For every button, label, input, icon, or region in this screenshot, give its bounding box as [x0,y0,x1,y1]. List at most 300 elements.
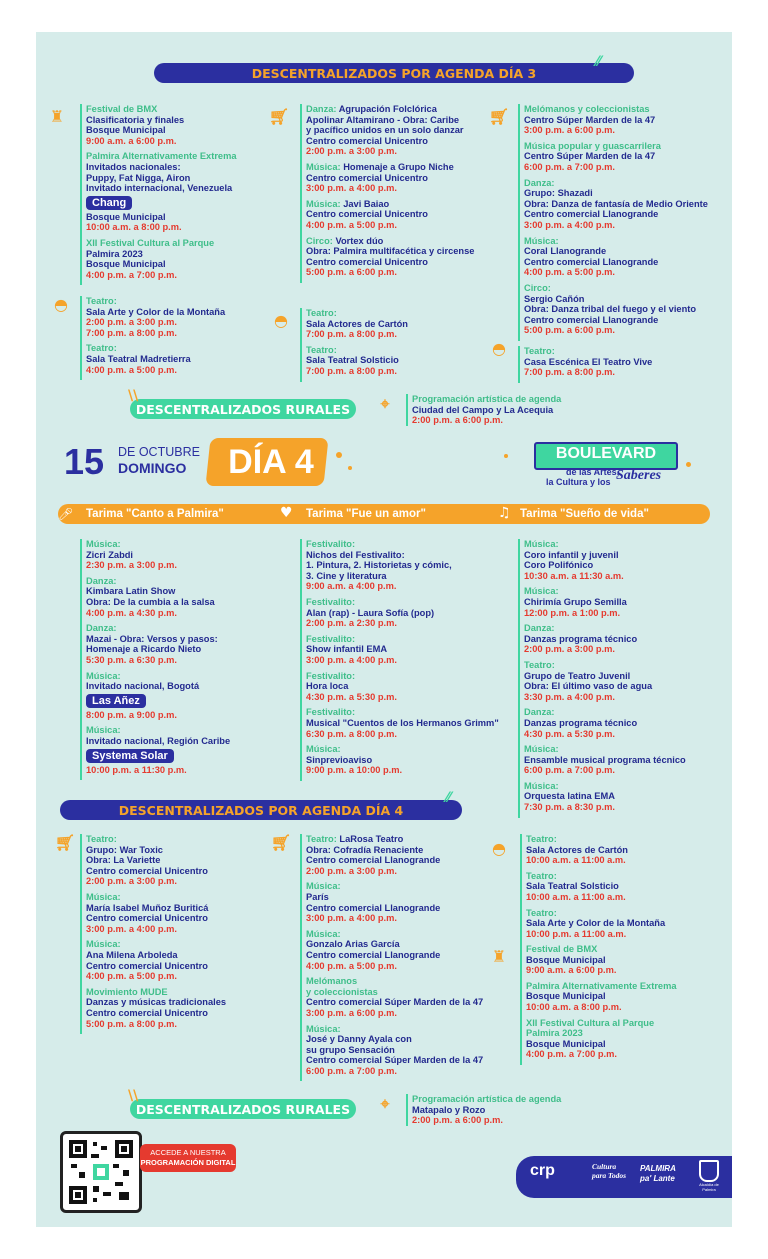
item-label: Danza: [524,177,555,188]
item-time: 4:00 p.m. a 5:00 p.m. [524,267,615,278]
item-time: 5:00 p.m. a 8:00 p.m. [86,1018,177,1029]
day4-col3 [520,834,732,944]
bike-icon: ♜ [491,946,507,966]
day4-col2 [300,834,511,1081]
schedule-item [306,539,506,592]
sparkle-icon: \\ [128,388,139,404]
item-text: Coral Llanogrande [524,246,607,257]
item-label: Música: [86,891,121,902]
item-time: 3:00 p.m. a 6:00 p.m. [306,1007,397,1018]
qr-pattern [63,1134,139,1210]
schedule-item [526,871,732,903]
item-label: Teatro: [524,346,555,356]
item-label: Música: [524,539,559,549]
poster [36,32,732,1227]
schedule-item [86,576,276,618]
item-time: 2:00 p.m. a 3:00 p.m. [306,146,397,157]
boulevard-sub1: de las Artes, [566,467,620,477]
schedule-item [86,104,271,146]
item-text: Kimbara Latin Show [86,586,176,597]
schedule-item [86,296,271,338]
item-text: Centro comercial Llanogrande [524,256,659,267]
item-text: Invitado nacional, Bogotá [86,681,200,692]
date-month: DE OCTUBRE [118,445,200,459]
decor-dot [336,452,342,458]
item-label: Música: [86,725,121,736]
item-text: Centro comercial Unicentro [306,209,428,220]
item-label: Palmira Alternativamente Extrema [86,151,237,162]
schedule-item [86,834,276,887]
day4-rural-info [406,1094,632,1126]
schedule-item [86,892,276,934]
item-text: Centro comercial Unicentro [306,135,428,146]
schedule-item [86,151,271,233]
day3-col1b [80,296,271,380]
item-label: Palmira Alternativamente Extrema [526,980,677,991]
decor-dot [686,462,691,467]
cart-icon: 🛒︎ [488,106,510,126]
day3-col2b [300,308,506,382]
date-weekday: DOMINGO [118,460,187,476]
day4-rural-pill: DESCENTRALIZADOS RURALES [130,1099,356,1119]
schedule-item [86,671,276,721]
item-text: Sala Actores de Cartón [306,318,408,329]
item-text: Bosque Municipal [526,1038,606,1049]
item-text: Coro Polifónico [524,560,594,571]
map-pin-icon: ⌖ [380,394,390,413]
schedule-item [306,881,511,923]
heart-icon: ♥ [280,505,293,521]
item-time: 9:00 a.m. a 6:00 p.m. [86,135,177,146]
item-text: Danzas programa técnico [524,717,638,728]
item-time: 4:30 p.m. a 5:30 p.m. [306,691,397,702]
item-text: Obra: Palmira multifacética y circense [306,246,475,257]
tarima2-col [300,539,506,781]
cart-icon: 🛒︎ [268,106,290,126]
item-text: Grupo: Shazadi [524,188,593,199]
schedule-item [306,162,506,194]
item-text: Coro infantil y juvenil [524,549,619,560]
item-text: Zicri Zabdi [86,549,134,560]
item-label: Música: [306,1023,341,1034]
schedule-item [524,283,732,336]
item-time: 2:00 p.m. a 3:00 p.m. [306,865,397,876]
mask-icon: ◓ [492,838,506,858]
item-text: Sinprevioaviso [306,754,373,765]
item-label: Movimiento MUDE [86,986,168,997]
item-label: Música popular y guascarrilera [524,140,661,151]
schedule-item [306,236,506,278]
day4-col1 [80,834,276,1034]
map-pin-icon: ⌖ [380,1094,390,1113]
artist-tag: Chang [86,196,132,210]
cart-icon: 🛒︎ [54,832,76,852]
item-label: Música: [524,235,559,246]
qr-code[interactable] [60,1131,142,1213]
tarimas-bar [58,504,710,524]
bike-icon: ♜ [49,106,65,126]
item-label: Teatro: [86,296,117,306]
item-text: Centro comercial Unicentro [306,172,428,183]
item-time: 10:00 a.m. a 8:00 p.m. [86,222,182,233]
item-time: 2:30 p.m. a 3:00 p.m. [86,560,177,571]
schedule-item [86,623,276,665]
item-text: Centro comercial Llanogrande [306,855,441,866]
item-text: Apolinar Altamirano - Obra: Caribe [306,114,460,125]
item-label: Música: [524,780,559,791]
schedule-item [306,744,506,776]
boulevard-sub3: Saberes [616,468,662,483]
item-text: Homenaje a Ricardo Nieto [86,644,202,655]
item-time: 3:00 p.m. a 4:00 p.m. [86,923,177,934]
item-label: Teatro: [86,834,117,844]
microphone-icon: 🎤︎ [58,507,74,521]
item-text: Grupo de Teatro Juvenil [524,670,631,681]
rural-place: Ciudad del Campo y La Acequia [412,404,554,415]
item-text: Obra: La Variette [86,855,161,866]
item-text: Bosque Municipal [86,125,166,136]
schedule-item [524,178,732,231]
item-time: 3:00 p.m. a 4:00 p.m. [524,219,615,230]
item-text: Centro comercial Llanogrande [524,209,659,220]
item-label: Música: [524,586,559,597]
sparkle-icon: \\ [128,1088,139,1104]
schedule-item [86,939,276,981]
item-time: 3:00 p.m. a 4:00 p.m. [306,913,397,924]
cta-line2: PROGRAMACIÓN DIGITAL [140,1158,236,1167]
tarima-3: Tarima "Sueño de vida" [520,508,649,520]
item-text: Centro comercial Unicentro [86,865,208,876]
item-time: 10:00 a.m. a 11:00 a.m. [526,891,626,902]
schedule-item [524,104,732,136]
schedule-item [86,238,271,280]
schedule-item [306,597,506,629]
day3-col1 [80,104,271,285]
item-text: 1. Pintura, 2. Historietas y cómic, [306,560,452,571]
schedule-item [306,345,506,377]
item-text: Clasificatoria y finales [86,114,185,125]
item-label: Festivalito: [306,670,356,681]
item-label: Circo: [524,282,551,293]
schedule-item [306,634,506,666]
schedule-item [86,725,276,775]
item-text: Gonzalo Arias García [306,939,400,950]
day4-header: DESCENTRALIZADOS POR AGENDA DÍA 4 [60,800,462,820]
schedule-item [306,707,506,739]
item-label: Música: [86,670,121,681]
item-time: 7:30 p.m. a 8:30 p.m. [524,802,615,813]
item-text: Bosque Municipal [526,991,606,1002]
item-label: Teatro: [86,343,117,354]
item-text: Palmira 2023 [86,248,143,259]
item-label: Danza: [86,623,117,634]
alcaldia-text: Alcaldía de Palmira [699,1182,719,1192]
tarima-1: Tarima "Canto a Palmira" [86,508,224,520]
item-text: Invitado internacional, Venezuela [86,183,233,194]
item-time: 9:00 p.m. a 10:00 p.m. [306,765,403,776]
item-text: Obra: Danza de fantasía de Medio Oriente [524,198,708,209]
item-label: Música: [86,939,121,950]
item-text: Nichos del Festivalito: [306,549,405,560]
item-time: 7:00 p.m. a 8:00 p.m. [306,365,397,376]
schedule-item [524,539,732,581]
schedule-item [306,199,506,231]
item-label: XII Festival Cultura al Parque [526,1017,655,1028]
item-label: Festival de BMX [526,944,598,954]
item-time: 3:30 p.m. a 4:00 p.m. [524,691,615,702]
mask-icon: ◓ [274,310,288,330]
boulevard-sub2: la Cultura y los [546,477,611,487]
item-label: Música: [86,539,121,549]
item-label: Música: [306,928,341,939]
item-label: Danza: [524,707,555,718]
item-text: Puppy, Fat Nigga, Airon [86,172,191,183]
item-text: Obra: Cofradía Renaciente [306,844,424,855]
schedule-item [524,660,732,702]
item-time: 6:30 p.m. a 8:00 p.m. [306,728,397,739]
item-time: 4:00 p.m. a 5:00 p.m. [86,971,177,982]
item-text: Ensamble musical programa técnico [524,754,686,765]
cultura-logo: Cultura para Todos [592,1162,627,1180]
shield-icon [699,1160,719,1182]
item-time: 6:00 p.m. a 7:00 p.m. [524,161,615,172]
item-text: Casa Escénica El Teatro Vive [524,356,653,367]
item-text: María Isabel Muñoz Buriticá [86,902,209,913]
item-label: y coleccionistas [306,986,378,997]
schedule-item [524,744,732,776]
schedule-item [306,671,506,703]
item-label: Festivalito: [306,633,356,644]
item-time: 4:00 p.m. a 5:00 p.m. [306,219,397,230]
item-label: Melómanos y coleccionistas [524,104,650,114]
item-label: Danza: Agrupación Folclórica [306,104,437,114]
item-time: 8:00 p.m. a 9:00 p.m. [86,709,177,720]
tarima3-col [518,539,732,818]
item-text: Obra: De la cumbia a la salsa [86,596,215,607]
item-text: Bosque Municipal [86,211,166,222]
decor-dot [348,466,352,470]
schedule-item [306,929,511,971]
item-text: Sala Teatral Solsticio [526,881,619,892]
item-label: Festivalito: [306,539,356,549]
item-time: 4:30 p.m. a 5:30 p.m. [524,728,615,739]
item-text: Invitado nacional, Región Caribe [86,735,231,746]
item-text: Centro comercial Unicentro [86,913,208,924]
schedule-item [306,104,506,157]
item-label: Palmira 2023 [526,1028,583,1039]
day3-col3 [518,104,732,341]
cart-icon: 🛒︎ [270,832,292,852]
item-time: 3:00 p.m. a 4:00 p.m. [306,654,397,665]
item-text: Invitados nacionales: [86,161,181,172]
item-time: 4:00 p.m. a 5:00 p.m. [306,960,397,971]
item-text: Musical "Cuentos de los Hermanos Grimm" [306,717,499,728]
item-time: 7:00 p.m. a 8:00 p.m. [306,329,397,340]
day3-col2 [300,104,506,283]
rural-label: Programación artística de agenda [412,394,562,404]
crp-logo: crp [530,1162,555,1179]
item-label: Festivalito: [306,596,356,607]
item-text: Show infantil EMA [306,644,388,655]
item-text: Obra: Danza tribal del fuego y el viento [524,304,697,315]
schedule-item [306,1024,511,1077]
schedule-item [306,834,511,876]
schedule-item [524,623,732,655]
item-time: 2:00 p.m. a 3:00 p.m. [86,876,177,887]
item-time: 10:00 p.m. a 11:00 a.m. [526,928,627,939]
schedule-item [524,781,732,813]
item-text: Orquesta latina EMA [524,791,615,802]
item-text: Centro Súper Marden de la 47 [524,114,656,125]
item-label: Música: [306,881,341,892]
item-label: Teatro: LaRosa Teatro [306,834,404,844]
item-time: 5:30 p.m. a 6:30 p.m. [86,654,177,665]
item-label: Teatro: [526,834,557,844]
item-time: 4:00 p.m. a 7:00 p.m. [86,269,177,280]
item-text: Obra: El último vaso de agua [524,681,653,692]
day3-rural-info [406,394,632,426]
schedule-item [524,236,732,278]
schedule-item [86,539,276,571]
schedule-item [524,707,732,739]
item-time: 2:00 p.m. a 3:00 p.m. [524,644,615,655]
item-text: Sala Teatral Solsticio [306,355,399,366]
item-label: Teatro: [306,344,337,355]
music-note-icon: ♫ [498,505,511,521]
item-time: 7:00 p.m. a 8:00 p.m. [86,327,177,338]
item-label: Danza: [524,623,555,634]
item-label: Danza: [86,575,117,586]
item-text: Sala Teatral Madretierra [86,353,191,364]
cta-badge[interactable] [140,1144,236,1172]
item-text: Chirimía Grupo Semilla [524,596,627,607]
item-text: Alan (rap) - Laura Sofía (pop) [306,607,435,618]
rural-time: 2:00 p.m. a 6:00 p.m. [412,1115,503,1126]
day3-col3b [518,346,732,383]
item-text: Centro comercial Unicentro [306,256,428,267]
schedule-item [526,908,732,940]
item-label: Teatro: [526,907,557,918]
sparkle-icon: ⁄⁄ [446,790,451,806]
item-time: 2:00 p.m. a 3:00 p.m. [86,317,177,328]
item-time: 2:00 p.m. a 2:30 p.m. [306,618,397,629]
item-text: Mazai - Obra: Versos y pasos: [86,633,218,644]
item-text: Centro comercial Llanogrande [306,949,441,960]
item-text: Centro Súper Marden de la 47 [524,151,656,162]
item-label: Circo: Vortex dúo [306,235,384,246]
item-text: José y Danny Ayala con [306,1034,412,1045]
item-label: Música: [524,744,559,755]
item-time: 9:00 a.m. a 6:00 p.m. [526,965,617,976]
item-label: Música: Homenaje a Grupo Niche [306,161,454,172]
schedule-item [524,346,732,378]
tarima1-col [80,539,276,780]
cta-line1: ACCEDE A NUESTRA [150,1148,226,1157]
day4-col3b [520,944,732,1065]
date-number: 15 [64,441,105,482]
decor-dot [504,454,508,458]
artist-tag: Las Añez [86,694,146,708]
alcaldia-logo [696,1160,722,1194]
item-text: Centro comercial Súper Marden de la 47 [306,997,484,1008]
mask-icon: ◓ [54,294,68,314]
dia-label: DÍA 4 [228,443,314,481]
rural-label: Programación artística de agenda [412,1094,562,1104]
item-time: 3:00 p.m. a 4:00 p.m. [306,183,397,194]
item-time: 10:00 a.m. a 8:00 p.m. [526,1001,622,1012]
item-time: 7:00 p.m. a 8:00 p.m. [524,367,615,378]
item-label: Teatro: [526,870,557,881]
item-text: 3. Cine y literatura [306,570,387,581]
item-text: Centro comercial Llanogrande [524,314,659,325]
item-label: Música: Javi Baiao [306,198,390,209]
item-time: 6:00 p.m. a 7:00 p.m. [524,765,615,776]
mask-icon: ◓ [492,338,506,358]
item-label: Teatro: [306,308,337,318]
item-text: Centro comercial Llanogrande [306,902,441,913]
item-text: Bosque Municipal [526,954,606,965]
item-label: Teatro: [524,659,555,670]
rural-time: 2:00 p.m. a 6:00 p.m. [412,415,503,426]
item-label: XII Festival Cultura al Parque [86,237,215,248]
schedule-item [526,981,732,1013]
day3-rural-pill: DESCENTRALIZADOS RURALES [130,399,356,419]
item-text: Sala Arte y Color de la Montaña [526,918,666,929]
item-text: Sala Arte y Color de la Montaña [86,306,226,317]
item-time: 5:00 p.m. a 6:00 p.m. [524,325,615,336]
artist-tag: Systema Solar [86,749,174,763]
item-time: 12:00 p.m. a 1:00 p.m. [524,607,621,618]
schedule-item [524,586,732,618]
item-text: Sala Actores de Cartón [526,844,628,855]
item-label: Festivalito: [306,707,356,718]
item-time: 4:00 p.m. a 7:00 p.m. [526,1049,617,1060]
item-text: Danzas y músicas tradicionales [86,997,227,1008]
item-text: París [306,891,329,902]
item-text: y pacífico unidos en un solo danzar [306,125,464,136]
schedule-item [526,944,732,976]
schedule-item [86,987,276,1029]
item-label: Música: [306,744,341,755]
item-text: Bosque Municipal [86,259,166,270]
tarima-2: Tarima "Fue un amor" [306,508,426,520]
item-time: 10:00 a.m. a 11:00 a.m. [526,855,626,866]
schedule-item [526,834,732,866]
item-text: Centro comercial Unicentro [86,960,208,971]
rural-place: Matapalo y Rozo [412,1104,486,1115]
schedule-item [524,141,732,173]
item-text: su grupo Sensación [306,1044,395,1055]
item-text: Sergio Cañón [524,293,585,304]
day3-header: DESCENTRALIZADOS POR AGENDA DÍA 3 [154,63,634,83]
schedule-item [526,1018,732,1060]
item-time: 6:00 p.m. a 7:00 p.m. [306,1065,397,1076]
item-time: 4:00 p.m. a 5:00 p.m. [86,364,177,375]
schedule-item [86,343,271,375]
item-time: 3:00 p.m. a 6:00 p.m. [524,125,615,136]
item-text: Grupo: War Toxic [86,844,163,855]
schedule-item [306,976,511,1018]
item-label: Melómanos [306,976,358,987]
schedule-item [306,308,506,340]
boulevard-title: BOULEVARD [555,445,657,462]
item-text: Hora loca [306,681,349,692]
item-time: 9:00 a.m. a 4:00 p.m. [306,581,397,592]
item-time: 5:00 p.m. a 6:00 p.m. [306,267,397,278]
sparkle-icon: ⁄⁄ [596,54,601,70]
item-text: Ana Milena Arboleda [86,949,178,960]
item-time: 10:30 a.m. a 11:30 a.m. [524,570,624,581]
